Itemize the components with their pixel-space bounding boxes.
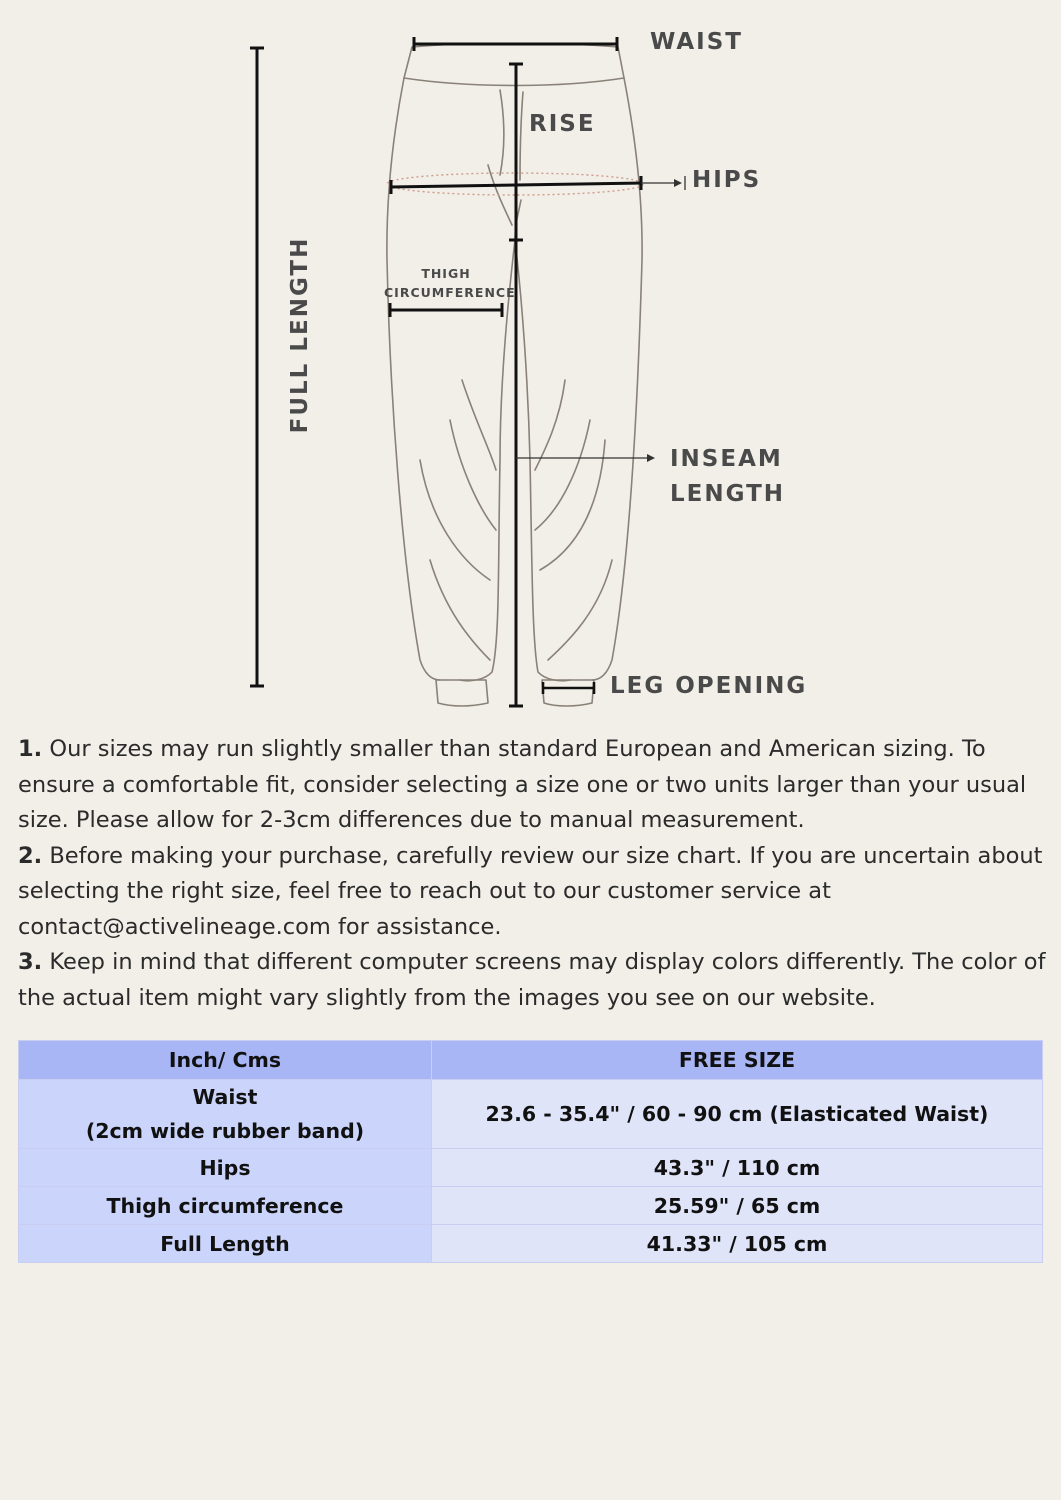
waist-row-label: Waist — [192, 1085, 258, 1109]
pants-measurement-diagram — [0, 0, 1061, 720]
pants-outline — [387, 43, 642, 706]
table-header-row — [19, 1041, 1043, 1080]
row-label — [19, 1080, 432, 1149]
pants-illustration — [0, 0, 1061, 720]
note-text: Keep in mind that different computer screens may display colors differently. The color of the actual item might vary slightly from the images you see on our website. — [18, 949, 1046, 1011]
inseam-label-line2: LENGTH — [670, 481, 786, 507]
size-chart-table — [18, 1040, 1043, 1263]
row-value: 23.6 - 35.4" / 60 - 90 cm (Elasticated Waist) — [432, 1080, 1043, 1149]
inseam-length-label — [670, 442, 785, 512]
note-item — [18, 839, 1048, 946]
note-number: 2. — [18, 842, 43, 869]
note-text: Our sizes may run slightly smaller than standard European and American sizing. To ensure a comfortable fit, consider selecting a size one or two units larger than your usual size. Please allow for 2-3cm differences due to manual measurement. — [18, 736, 1027, 833]
waist-row-sublabel: (2cm wide rubber band) — [85, 1119, 365, 1143]
row-value: 43.3" / 110 cm — [432, 1149, 1043, 1187]
note-item — [18, 945, 1048, 1016]
full-length-label: FULL LENGTH — [287, 236, 313, 434]
row-label: Full Length — [19, 1225, 432, 1263]
thigh-label-line2: CIRCUMFERENCE — [384, 285, 516, 300]
table-row — [19, 1225, 1043, 1263]
note-number: 1. — [18, 736, 43, 762]
header-free-size: FREE SIZE — [432, 1041, 1043, 1080]
note-text: Before making your purchase, carefully review our size chart. If you are uncertain about selecting the right size, feel free to reach out to our customer service at contact@activelineage.com for assistance. — [18, 842, 1043, 940]
table-row — [19, 1080, 1043, 1149]
row-label: Hips — [19, 1149, 432, 1187]
table-row — [19, 1187, 1043, 1225]
pointer-arrows — [516, 176, 685, 462]
row-label: Thigh circumference — [19, 1187, 432, 1225]
row-value: 25.59" / 65 cm — [432, 1187, 1043, 1225]
sizing-notes — [18, 732, 1048, 1016]
note-item — [18, 732, 1048, 839]
header-units: Inch/ Cms — [19, 1041, 432, 1080]
note-number: 3. — [18, 949, 43, 975]
leg-opening-label: LEG OPENING — [610, 673, 808, 699]
waist-label: WAIST — [650, 29, 743, 55]
rise-label: RISE — [529, 111, 596, 137]
thigh-label-line1: THIGH — [421, 266, 471, 281]
inseam-label-line1: INSEAM — [670, 446, 783, 472]
row-value: 41.33" / 105 cm — [432, 1225, 1043, 1263]
thigh-circumference-label — [384, 264, 516, 302]
table-row — [19, 1149, 1043, 1187]
hips-label: HIPS — [692, 167, 762, 193]
